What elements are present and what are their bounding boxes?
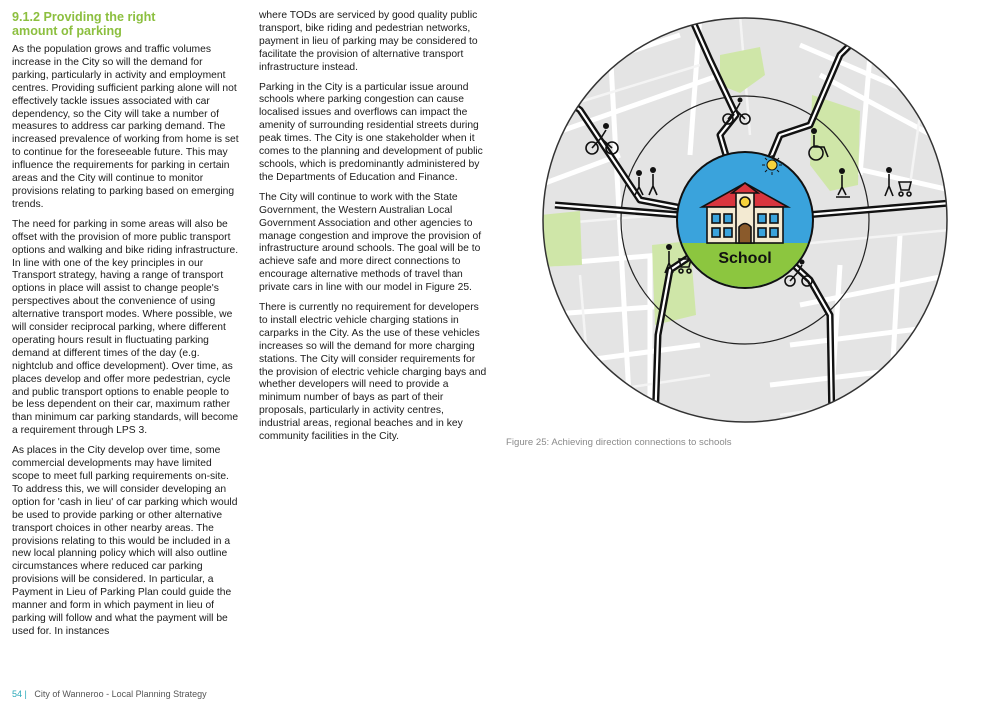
paragraph: Parking in the City is a particular issue around schools where parking congestion can cause localised issues and overflows can impact the amenity of surrounding residential streets during peak times. The City is one stakeholder when it comes to the planning and development of public schools, which is predominantly administered by the Departments of Education and Finance. (259, 81, 483, 183)
paragraph: As the population grows and traffic volumes increase in the City so will the demand for parking, particularly in activity and employment centres. Providing sufficient parking alone will not effectively tackle issues associated with car dependency, so the City will take a number of measures to address car parking demand. The increased prevalence of working from home is set to continue for the foreseeable future. This may influence the requirements for parking in certain areas and the City will continue to monitor provisions relating to parking based on emerging trends. (12, 44, 239, 210)
paragraph: The need for parking in some areas will also be offset with the provision of more public transport options and walking and bike riding infrastructure. In line with one of the key principles in our Transport strategy, having a range of transport options in place will assist to change people's perspectives about the convenience of using alternative transport modes. Where possible, we will consider reciprocal parking, where different operating hours result in fluctuating parking demand at different times of the day (e.g. nightclub and office development). Over time, as places develop and offer more pedestrian, cycle and public transport options to enable people to be less dependent on their car, maximum rather than minimum car parking standards, will become a requirement through LPS 3. (12, 218, 239, 437)
footer-text: City of Wanneroo - Local Planning Strategy (34, 689, 207, 699)
paragraph: where TODs are serviced by good quality public transport, bike riding and pedestrian networks, payment in lieu of parking may be considered to facilitate the provision of alternative transport infrastructure instead. (259, 10, 478, 73)
heading-line-1: 9.1.2 Providing the right (12, 10, 156, 24)
sun-icon (762, 155, 782, 175)
page-number: 54 | (12, 689, 27, 699)
paragraph: As places in the City develop over time, some commercial developments may have limited scope to meet full parking requirements on-site. To address this, we will consider developing an option for 'cash in lieu' of car parking which would be used to provide parking or other alternative transport choices in other nearby areas. The provisions relating to this would be included in a new local planning policy which will also outline circumstances where reduced car parking provisions will be considered. In particular, a Payment in Lieu of Parking Plan could guide the manner and form in which payment in lieu of parking will follow and what the payment will be used for. In instances (12, 445, 238, 637)
school-connections-figure (540, 15, 950, 425)
text-column-2 (259, 10, 487, 451)
figure-caption: Figure 25: Achieving direction connections to schools (506, 437, 732, 448)
school-label: School (718, 250, 772, 267)
paragraph: There is currently no requirement for developers to install electric vehicle charging stations in carparks in the City. As the use of these vehicles increases so will the demand for more charging stations. The City will consider requirements for the provision of electric vehicle charging bays and whether developers will need to provide a minimum number of bays as part of their proposals, particularly in activity centres, industrial areas, regional beaches and in key community facilities in the City. (259, 302, 487, 443)
section-heading (12, 10, 237, 38)
heading-line-2: amount of parking (12, 24, 122, 38)
page-footer (12, 689, 207, 699)
text-column-1 (12, 44, 240, 646)
paragraph: The City will continue to work with the State Government, the Western Australian Local Government Association and other agencies to manage congestion and improve the provision of infrastructure around schools. The goal will be to achieve safe and more direct connections to encourage alternative methods of travel than private cars in line with our model in Figure 25. (259, 191, 482, 294)
school-map-illustration (540, 15, 950, 425)
